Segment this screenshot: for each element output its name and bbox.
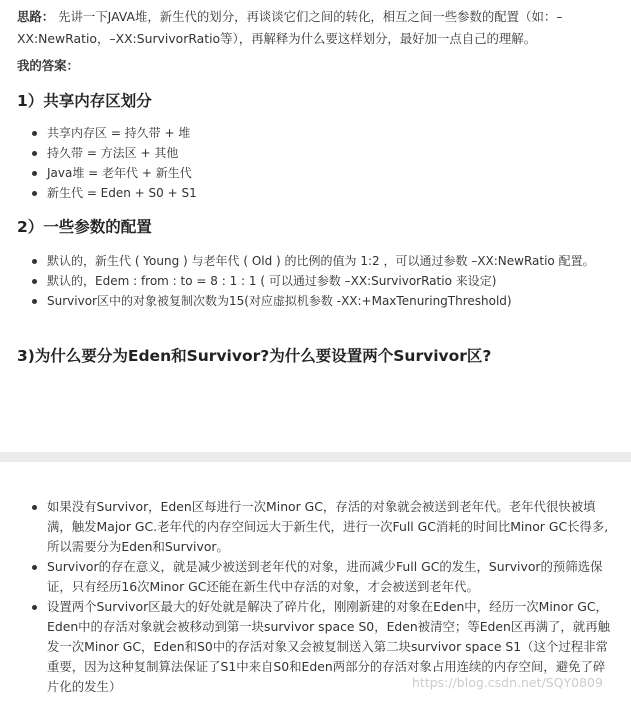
- list-item: 如果没有Survivor，Eden区每进行一次Minor GC，存活的对象就会被送到老年代。老年代很快被填满，触发Major GC.老年代的内存空间远大于新生代，进行一次Full GC消耗的时间比Minor GC长得多,所以需要分为Eden和Survivor。: [30, 497, 610, 557]
- intro-text: 先讲一下JAVA堆，新生代的划分，再谈谈它们之间的转化，相互之间一些参数的配置（如：–XX:NewRatio，–XX:SurvivorRatio等），再解释为什么要这样划分，最好加一点自己的理解。: [17, 9, 563, 46]
- watermark: https://blog.csdn.net/SQY0809: [412, 675, 603, 690]
- list-item: 默认的，Edem : from : to = 8 : 1 : 1 ( 可以通过参数 –XX:SurvivorRatio 来设定): [30, 271, 600, 291]
- heading-parameters: 2）一些参数的配置: [17, 218, 152, 236]
- parameters-list: [30, 251, 600, 311]
- list-item: Java堆 = 老年代 + 新生代: [30, 163, 600, 183]
- list-item: Survivor的存在意义，就是减少被送到老年代的对象，进而减少Full GC的发生，Survivor的预筛选保证，只有经历16次Minor GC还能在新生代中存活的对象，才会被送到老年代。: [30, 557, 610, 597]
- answer-label: 我的答案：: [17, 58, 79, 73]
- intro-label: 思路：: [17, 9, 55, 24]
- list-item: 新生代 = Eden + S0 + S1: [30, 183, 600, 203]
- list-item: 持久带 = 方法区 + 其他: [30, 143, 600, 163]
- heading-why-survivor: 3)为什么要分为Eden和Survivor?为什么要设置两个Survivor区?: [17, 347, 492, 365]
- list-item: Survivor区中的对象被复制次数为15(对应虚拟机参数 -XX:+MaxTenuringThreshold): [30, 291, 600, 311]
- heading-memory-division: 1）共享内存区划分: [17, 92, 152, 110]
- memory-division-list: [30, 123, 600, 203]
- list-item: 默认的，新生代 ( Young ) 与老年代 ( Old ) 的比例的值为 1:2 ，可以通过参数 –XX:NewRatio 配置。: [30, 251, 600, 271]
- list-item: 设置两个Survivor区最大的好处就是解决了碎片化，刚刚新建的对象在Eden中，经历一次Minor GC，Eden中的存活对象就会被移动到第一块survivor space S0，Eden被清空；等Eden区再满了，就再触发一次Minor GC，Eden和S0中的存活对象又会被复制送入第二块survivor space S1（这个过程非常重要，因为这种复制算法保证了S1中来自S0和Eden两部分的存活对象占用连续的内存空间，避免了碎片化的发生）: [30, 597, 610, 697]
- section-divider: [0, 452, 631, 462]
- list-item: 共享内存区 = 持久带 + 堆: [30, 123, 600, 143]
- intro-paragraph: [17, 6, 617, 50]
- survivor-reasons-list: [30, 497, 610, 697]
